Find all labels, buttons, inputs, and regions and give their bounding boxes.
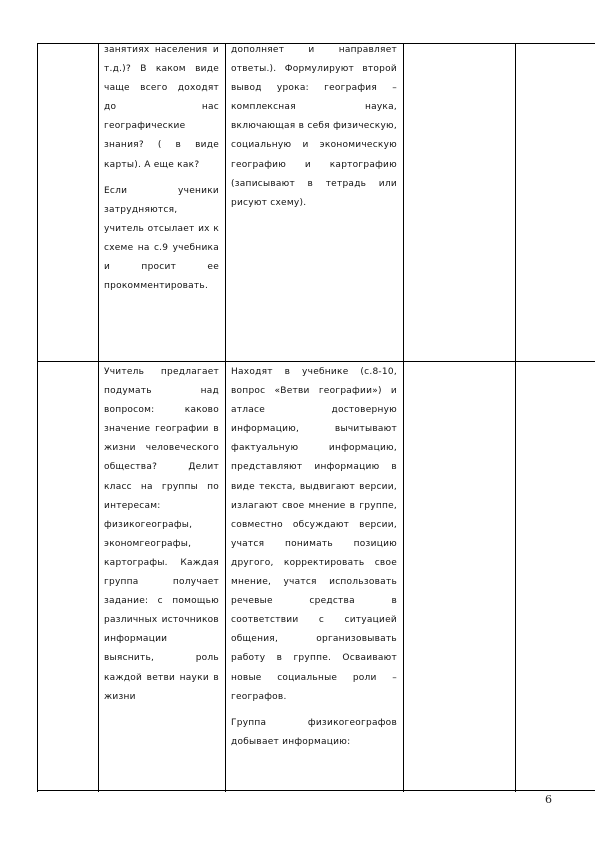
row-divider	[37, 361, 595, 362]
table-cell-teacher-activity	[104, 41, 219, 359]
cell-paragraph: занятиях населения и т.д.)? В каком виде чаще всего доходят до нас географические знания? ( в виде карты). А еще как?	[104, 45, 219, 170]
cell-paragraph: Учитель предлагает подумать над вопросом: каково значение географии в жизни человеческого общества? Делит класс на группы по интересам: физикогеографы, экономгеографы, картографы. Каждая группа получает задание: с помощью различных источников информации выяснить, роль каждой ветви науки в жизни	[104, 367, 219, 702]
table-cell-teacher-activity	[104, 363, 219, 789]
lesson-table	[37, 43, 595, 792]
table-cell-student-activity	[231, 41, 397, 359]
table-cell-student-activity	[231, 363, 397, 789]
column-divider	[515, 43, 516, 792]
cell-paragraph: дополняет и направляет ответы.). Формулируют второй вывод урока: география – комплексная наука, включающая в себя физическую, социальную и экономическую географию и картографию (записывают в тетрадь или рисуют схему).	[231, 45, 397, 208]
column-divider	[98, 43, 99, 792]
column-divider	[225, 43, 226, 792]
table-border-bottom	[37, 790, 595, 791]
cell-paragraph: Группа физикогеографов добывает информацию:	[231, 717, 397, 747]
page-number: 6	[545, 793, 552, 806]
cell-paragraph: Если ученики затрудняются, учитель отсылает их к схеме на с.9 учебника и просит ее прокомментировать.	[104, 185, 219, 292]
table-border-left	[37, 43, 38, 792]
cell-paragraph: Находят в учебнике (с.8-10, вопрос «Ветви географии») и атласе достоверную информацию, вычитывают фактуальную информацию, представляют информацию в виде текста, выдвигают версии, излагают свое мнение в группе, совместно обсуждают версии, учатся понимать позицию другого, корректировать свое мнение, учатся использовать речевые средства в соответствии с ситуацией общения, организовывать работу в группе. Осваивают новые социальные роли – географов.	[231, 367, 397, 702]
column-divider	[403, 43, 404, 792]
